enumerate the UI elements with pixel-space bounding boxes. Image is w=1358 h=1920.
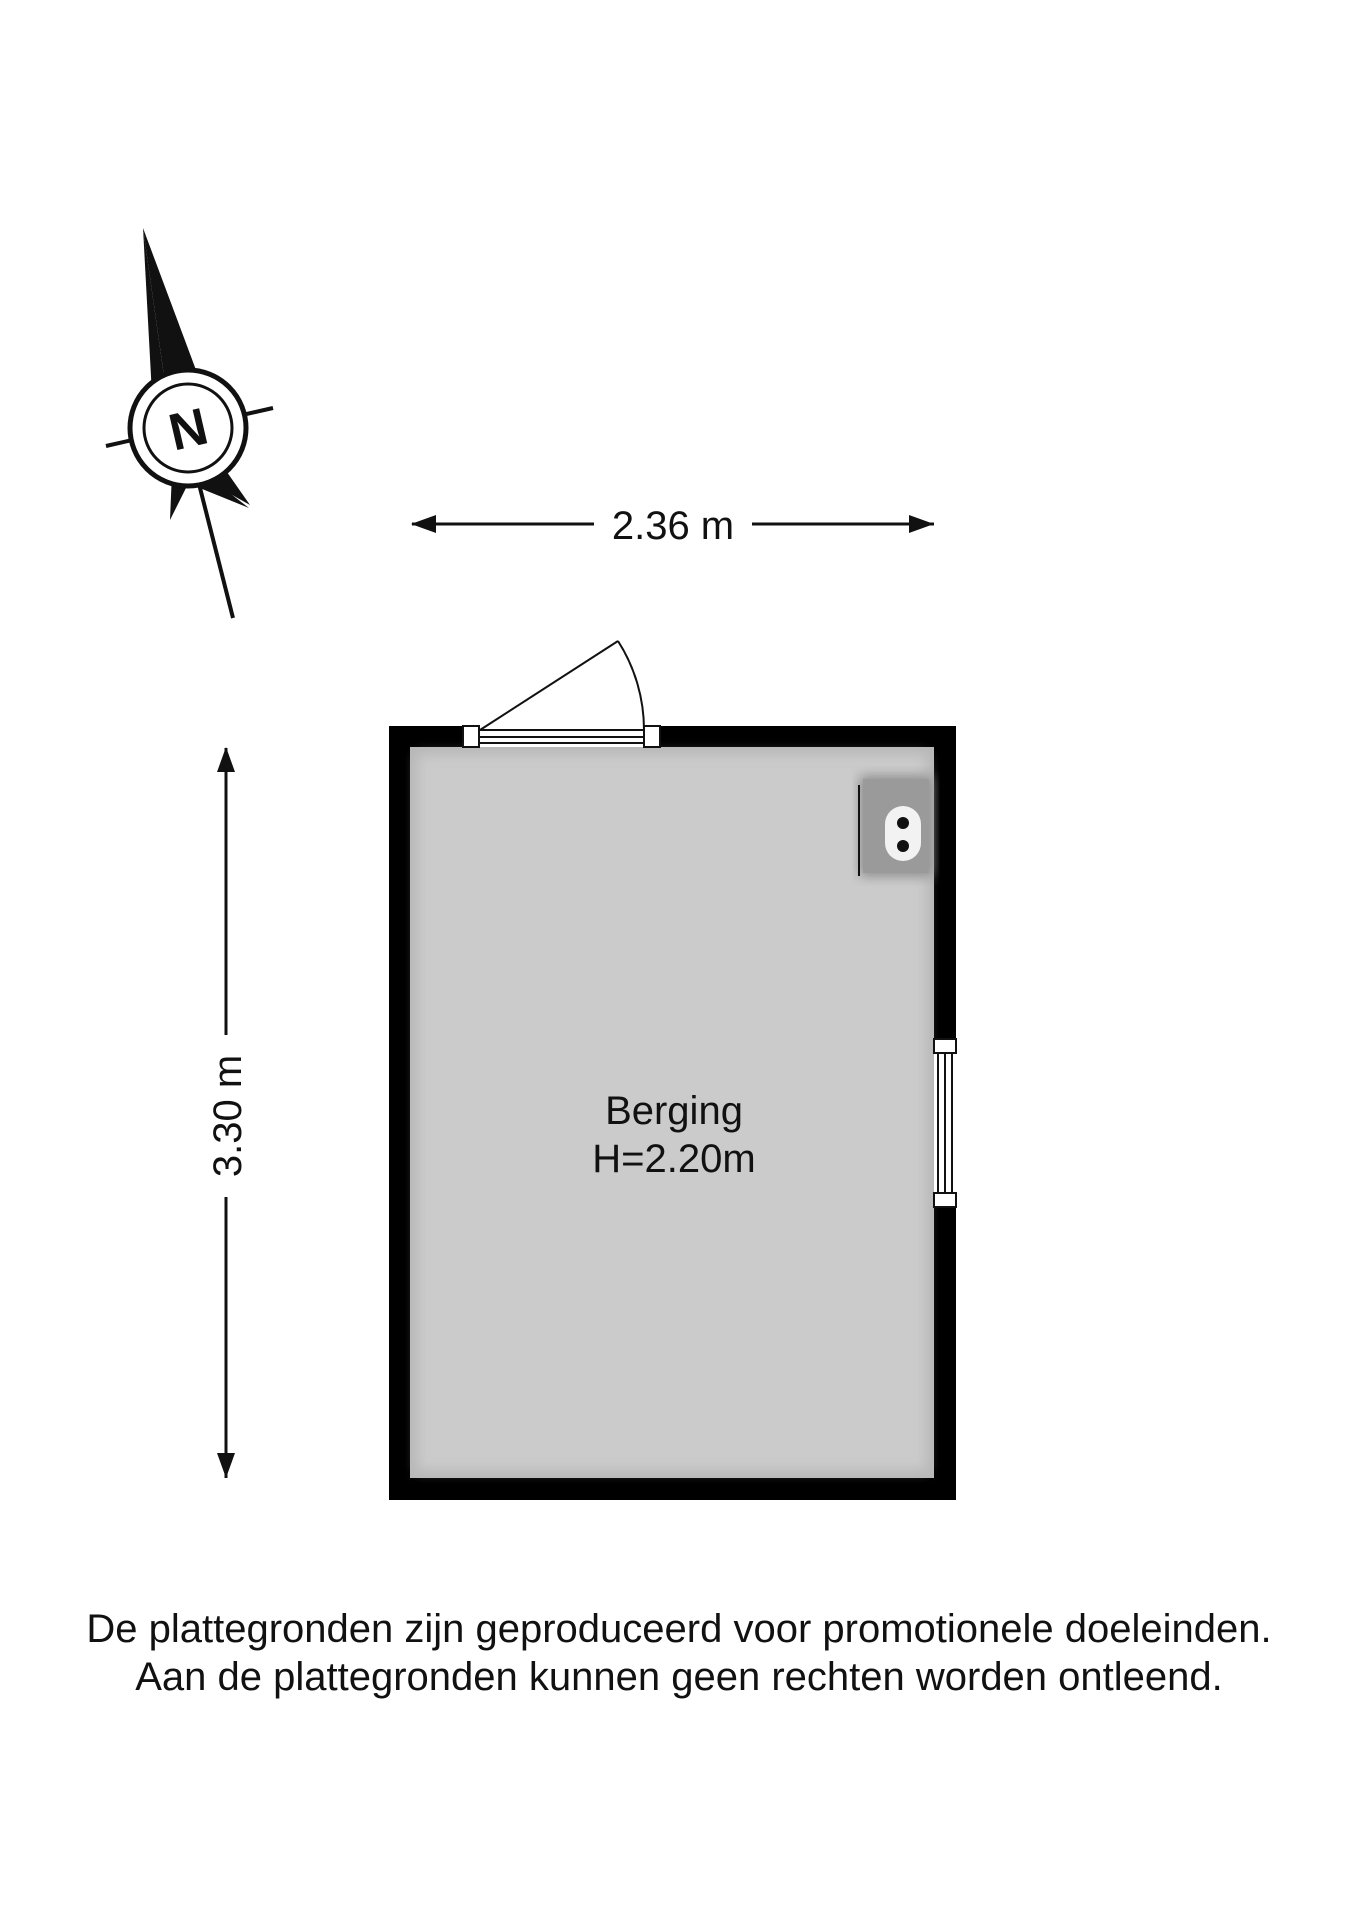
- compass-north-icon: [106, 228, 273, 618]
- disclaimer-line-1: De plattegronden zijn geproduceerd voor promotionele doeleinden.: [86, 1607, 1272, 1651]
- room-berging: [389, 641, 956, 1500]
- door-swing-icon: [463, 641, 660, 747]
- width-dimension: [411, 504, 934, 548]
- window-icon: [934, 1039, 956, 1207]
- disclaimer-line-2: Aan de plattegronden kunnen geen rechten worden ontleend.: [135, 1655, 1223, 1699]
- room-ceiling-height: H=2.20m: [592, 1137, 756, 1181]
- boiler-icon: [859, 776, 932, 876]
- disclaimer: [0, 1605, 1358, 1701]
- height-dimension: [206, 747, 250, 1478]
- compass-letter: N: [163, 397, 214, 463]
- room-name: Berging: [605, 1089, 743, 1133]
- width-dimension-label: 2.36 m: [611, 504, 735, 548]
- height-dimension-label: 3.30 m: [206, 1054, 250, 1178]
